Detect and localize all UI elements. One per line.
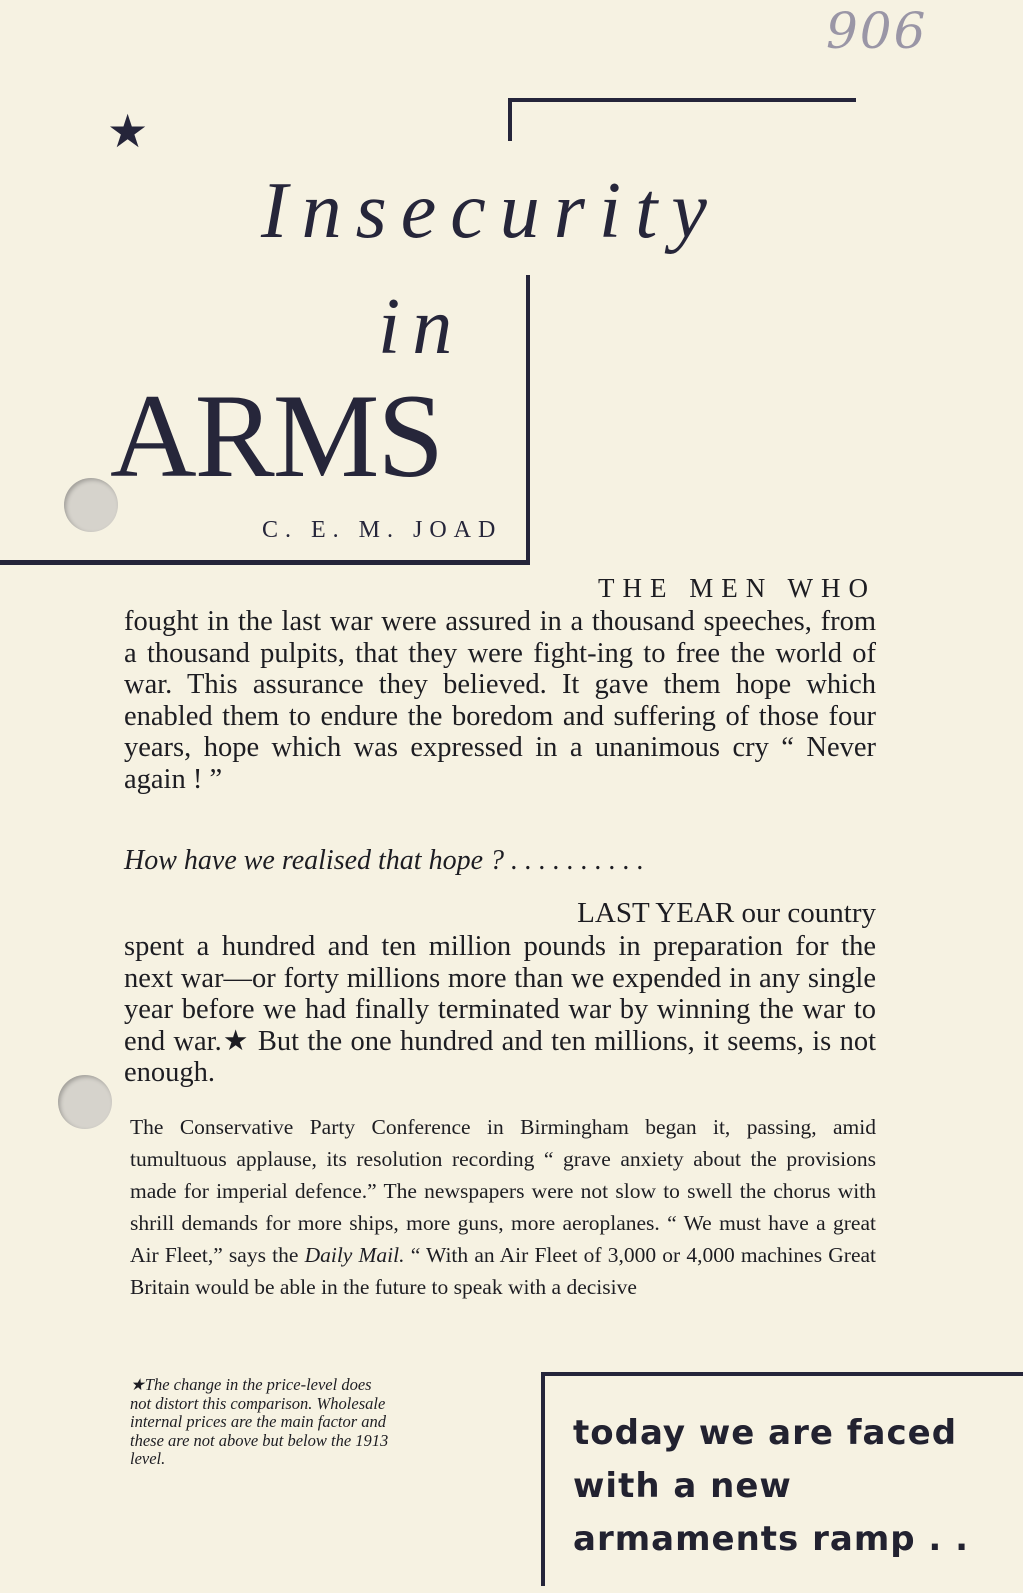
star-icon: ★	[107, 104, 149, 158]
question-line: How have we realised that hope ? . . . . . . . . . .	[124, 845, 645, 876]
title-line-2: in	[378, 283, 465, 371]
title-line-3: ARMS	[110, 369, 443, 502]
callout-frame-top	[541, 1372, 1023, 1376]
callout-line-2: with a new	[573, 1466, 792, 1506]
section3-paragraph	[130, 1111, 876, 1303]
author: C. E. M. JOAD	[262, 517, 503, 543]
section1-lead: THE MEN WHO	[598, 573, 876, 603]
title-frame-bottom	[0, 560, 530, 565]
page-number: 906	[826, 2, 928, 60]
top-tick	[508, 98, 512, 141]
callout-frame-left	[541, 1372, 545, 1586]
section3-text-before: The Conservative Party Conference in Birmingham began it, passing, amid tumultuous applause, its resolution recording “ grave anxiety about the provisions made for imperial defence.” The newspapers were not slow to swell the chorus with shrill demands for more ships, more guns, more aeroplanes. “ We must have a great Air Fleet,” says the	[130, 1115, 876, 1267]
callout-line-1: today we are faced	[573, 1413, 958, 1453]
title-frame-right	[526, 275, 530, 565]
section3-text-after: “ With an Air Fleet of 3,000 or 4,000 machines Great Britain would be able in the future to speak with a decisive	[130, 1243, 877, 1299]
callout-line-3: armaments ramp . .	[573, 1519, 970, 1559]
section3-newspaper-name: Daily Mail.	[304, 1243, 405, 1267]
top-rule	[508, 98, 856, 102]
footnote: ★The change in the price-level does not distort this comparison. Wholesale internal prices are the main factor and these are not above but below the 1913 level.	[130, 1375, 389, 1468]
section2-paragraph: spent a hundred and ten million pounds in preparation for the next war—or forty millions more than we expended in any single year before we had finally terminated war by winning the war to end war.★ But the one hundred and ten millions, it seems, is not enough.	[124, 931, 876, 1088]
title-line-1: Insecurity	[261, 167, 721, 255]
section1-paragraph: fought in the last war were assured in a thousand speeches, from a thousand pulpits, that they were fight-ing to free the world of war. This assurance they believed. It gave them hope which enabled them to endure the boredom and suffering of those four years, hope which was expressed in a unanimous cry “ Never again ! ”	[124, 606, 876, 795]
section2-lead: LAST YEAR our country	[577, 897, 876, 929]
hole-punch-middle	[58, 1075, 112, 1129]
